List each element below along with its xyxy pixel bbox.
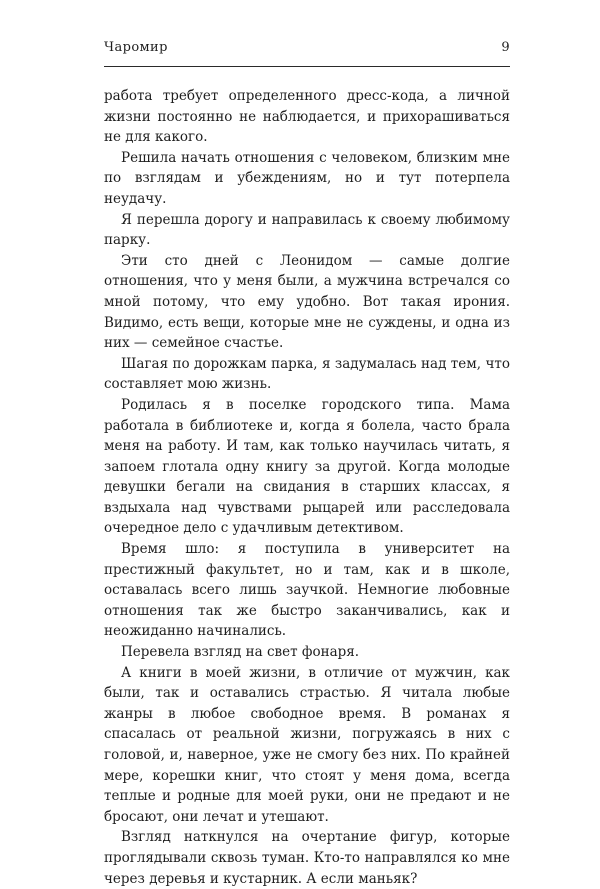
- paragraph: Время шло: я поступила в университет на престижный факультет, но и там, как и в школе, оставалась всего лишь заучкой. Немногие любовные отношения так же быстро заканчивались, как и неожиданно начинались.: [104, 541, 510, 640]
- paragraph: Эти сто дней с Леонидом — самые долгие отношения, что у меня были, а мужчина встречался со мной потому, что ему удобно. Вот такая ирония. Видимо, есть вещи, которые мне не суждены, и одна из них — семейное счастье.: [104, 252, 510, 352]
- paragraph-continued: работа требует определенного дресс-кода, а личной жизни постоянно не наблюдается, и прихорашиваться не для какого.: [104, 88, 510, 146]
- paragraph: Шагая по дорожкам парка, я задумалась над тем, что составляет мою жизнь.: [104, 355, 510, 393]
- paragraph: А книги в моей жизни, в отличие от мужчин, как были, так и оставались страстью. Я читала любые жанры в любое свободное время. В романах я спасалась от реальной жизни, погружаясь в них с головой, и, наверное, уже не смогу без них. По крайней мере, корешки книг, что стоят у меня дома, всегда теплые и родные для моей руки, они не предают и не бросают, они лечат и утешают.: [104, 664, 510, 825]
- book-page: [104, 40, 510, 889]
- header-rule: [104, 66, 510, 67]
- paragraph: Я перешла дорогу и направилась к своему любимому парку.: [104, 211, 510, 249]
- paragraph: Перевела взгляд на свет фонаря.: [121, 644, 360, 661]
- paragraph: Родилась я в поселке городского типа. Мама работала в библиотеке и, когда я болела, часто брала меня на работу. И там, как только научилась читать, я запоем глотала одну книгу за другой. Когда молодые девушки бегали на свидания в старших классах, я вздыхала над чувствами рыцарей или расследовала очередное дело с удачливым детективом.: [104, 396, 510, 537]
- page-number: 9: [501, 40, 510, 55]
- body-text: [104, 86, 510, 889]
- running-header: [104, 40, 510, 60]
- book-title: Чаромир: [104, 40, 168, 55]
- paragraph: Взгляд наткнулся на очертание фигур, которые проглядывали сквозь туман. Кто-то направлялся ко мне через деревья и кустарник. А если маньяк?: [104, 829, 510, 887]
- paragraph: Решила начать отношения с человеком, близким мне по взглядам и убеждениям, но и тут потерпела неудачу.: [104, 149, 510, 207]
